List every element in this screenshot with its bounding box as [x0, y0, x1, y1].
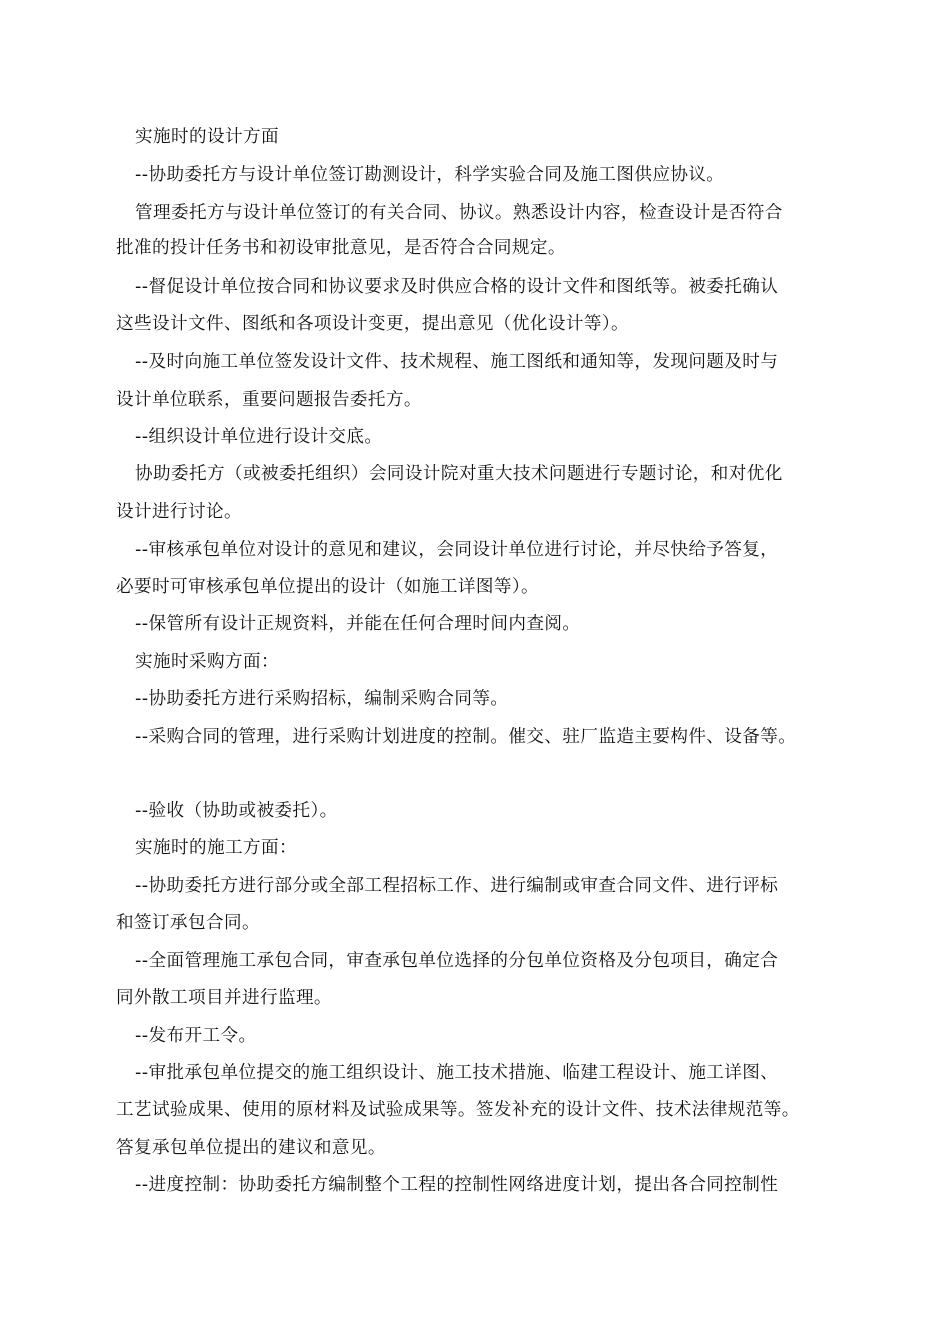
- paragraph-line: --验收（协助或被委托）。: [135, 801, 338, 821]
- paragraph-line: --发布开工令。: [135, 1026, 257, 1046]
- paragraph-line: --进度控制：协助委托方编制整个工程的控制性网络进度计划，提出各合同控制性: [135, 1175, 779, 1195]
- paragraph-line: --审核承包单位对设计的意见和建议，会同设计单位进行讨论，并尽快给予答复，: [135, 540, 779, 560]
- paragraph-line: --审批承包单位提交的施工组织设计、施工技术措施、临建工程设计、施工详图、: [135, 1063, 779, 1083]
- paragraph-line: 同外散工项目并进行监理。: [116, 988, 332, 1008]
- paragraph-line: 这些设计文件、图纸和各项设计变更，提出意见（优化设计等）。: [116, 314, 630, 334]
- paragraph-line: 答复承包单位提出的建议和意见。: [116, 1138, 386, 1158]
- paragraph-line: --组织设计单位进行设计交底。: [135, 427, 383, 447]
- paragraph-line: 工艺试验成果、使用的原材料及试验成果等。签发补充的设计文件、技术法律规范等。: [116, 1100, 800, 1120]
- paragraph-line: --全面管理施工承包合同，审查承包单位选择的分包单位资格及分包项目，确定合: [135, 951, 779, 971]
- paragraph-line: --协助委托方进行部分或全部工程招标工作、进行编制或审查合同文件、进行评标: [135, 876, 779, 896]
- heading-procurement-phase: 实施时采购方面：: [135, 652, 279, 672]
- paragraph-line: --保管所有设计正规资料，并能在任何合理时间内查阅。: [135, 614, 581, 634]
- paragraph-line: 必要时可审核承包单位提出的设计（如施工详图等）。: [116, 577, 540, 597]
- paragraph-line: 管理委托方与设计单位签订的有关合同、协议。熟悉设计内容，检查设计是否符合: [135, 203, 783, 223]
- paragraph-line: 设计进行讨论。: [116, 502, 242, 522]
- paragraph-line: --协助委托方与设计单位签订勘测设计，科学实验合同及施工图供应协议。: [135, 165, 725, 185]
- paragraph-line: 批准的投计任务书和初设审批意见，是否符合合同规定。: [116, 238, 566, 258]
- paragraph-line: --采购合同的管理，进行采购计划进度的控制。催交、驻厂监造主要构件、设备等。: [135, 727, 797, 747]
- heading-design-phase: 实施时的设计方面: [135, 127, 279, 147]
- paragraph-line: --及时向施工单位签发设计文件、技术规程、施工图纸和通知等，发现问题及时与: [135, 352, 779, 372]
- heading-construction-phase: 实施时的施工方面：: [135, 838, 297, 858]
- paragraph-line: 和签订承包合同。: [116, 913, 260, 933]
- paragraph-line: --协助委托方进行采购招标，编制采购合同等。: [135, 689, 509, 709]
- paragraph-line: 协助委托方（或被委托组织）会同设计院对重大技术问题进行专题讨论，和对优化: [135, 464, 783, 484]
- paragraph-line: 设计单位联系，重要问题报告委托方。: [116, 390, 422, 410]
- paragraph-line: --督促设计单位按合同和协议要求及时供应合格的设计文件和图纸等。被委托确认: [135, 277, 779, 297]
